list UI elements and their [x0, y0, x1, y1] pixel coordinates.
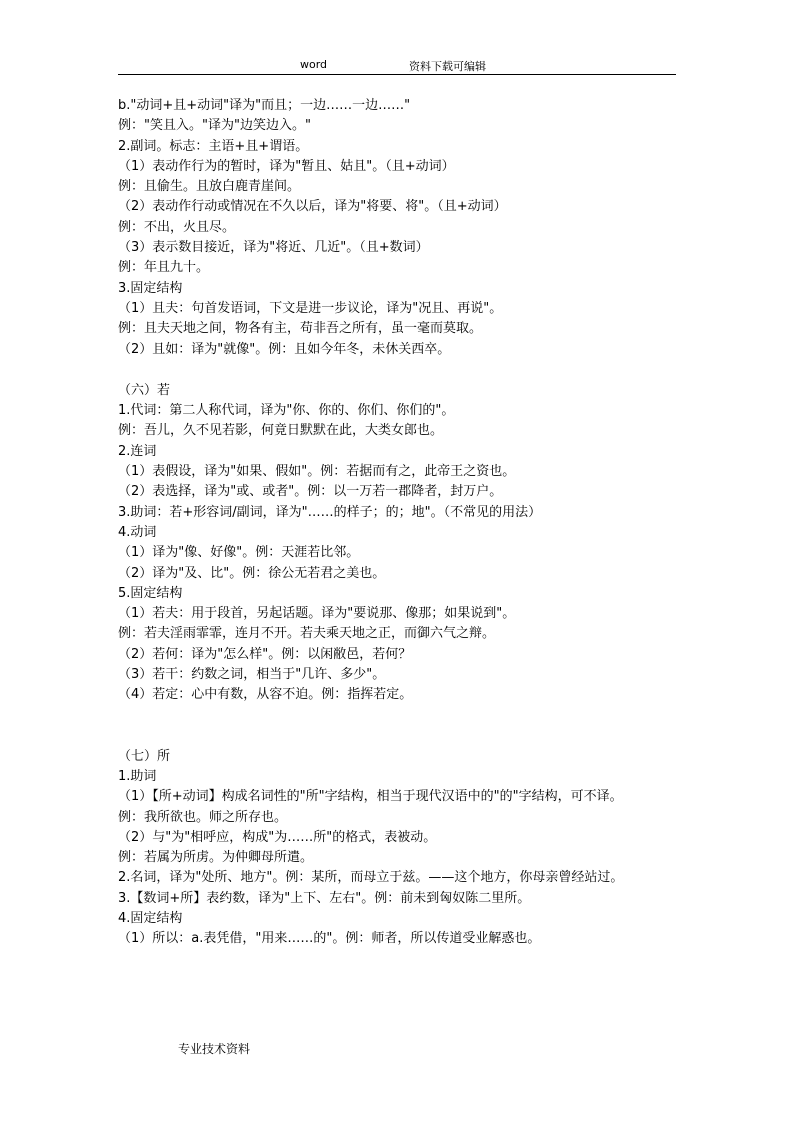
- text-line: （1）且夫：句首发语词，下文是进一步议论，译为"况且、再说"。: [118, 300, 503, 316]
- text-line: 3.【数词+所】表约数，译为"上下、左右"。例：前未到匈奴陈二里所。: [118, 890, 531, 906]
- text-line: （2）且如：译为"就像"。例：且如今年冬，未休关西卒。: [118, 341, 451, 357]
- text-line: 例：我所欲也。师之所存也。: [118, 809, 288, 825]
- text-line: （1）表假设，译为"如果、假如"。例：若据而有之，此帝王之资也。: [118, 464, 516, 480]
- header-left-text: word: [300, 58, 328, 71]
- page-header: [118, 56, 676, 75]
- text-line: （1）【所+动词】构成名词性的"所"字结构，相当于现代汉语中的"的"字结构，可不译。: [118, 789, 623, 805]
- text-line: （2）表动作行动或情况在不久以后，译为"将要、将"。（且+动词）: [118, 199, 507, 215]
- text-line: （2）与"为"相呼应，构成"为……所"的格式，表被动。: [118, 829, 437, 845]
- text-line: 2.连词: [118, 443, 157, 459]
- text-line: 例：吾儿，久不见若影，何竟日默默在此，大类女郎也。: [118, 423, 444, 439]
- section-heading: （六）若: [118, 382, 171, 398]
- header-right-text: 资料下载可编辑: [409, 60, 486, 73]
- text-line: （1）译为"像、好像"。例：天涯若比邻。: [118, 545, 360, 561]
- text-line: （3）若干：约数之词，相当于"几许、多少"。: [118, 667, 386, 683]
- text-line: （1）所以：a.表凭借，"用来……的"。例：师者，所以传道受业解惑也。: [118, 931, 541, 947]
- text-line: 2.副词。标志：主语+且+谓语。: [118, 138, 309, 154]
- text-line: （3）表示数目接近，译为"将近、几近"。（且+数词）: [118, 240, 429, 256]
- text-line: 例：且夫天地之间，物各有主，苟非吾之所有，虽一毫而莫取。: [118, 321, 483, 337]
- text-line: b."动词+且+动词"译为"而且；一边……一边……": [118, 98, 411, 113]
- text-line: （2）译为"及、比"。例：徐公无若君之美也。: [118, 565, 386, 581]
- text-line: 例：若属为所虏。为仲卿母所遣。: [118, 850, 314, 866]
- page-footer: 专业技术资料: [178, 1042, 251, 1056]
- text-line: （1）表动作行为的暂时，译为"暂且、姑且"。（且+动词）: [118, 158, 455, 174]
- paragraph-spacer: [118, 706, 688, 747]
- text-line: （1）若夫：用于段首，另起话题。译为"要说那、像那；如果说到"。: [118, 606, 516, 622]
- text-line: 4.动词: [118, 524, 157, 540]
- text-line: 2.名词，译为"处所、地方"。例：某所，而母立于兹。——这个地方，你母亲曾经站过。: [118, 870, 624, 886]
- text-line: 例：且偷生。且放白鹿青崖间。: [118, 179, 301, 195]
- section-heading: （七）所: [118, 748, 171, 764]
- text-line: 例：不出，火且尽。: [118, 219, 236, 235]
- document-body: [118, 96, 688, 950]
- text-line: 5.固定结构: [118, 585, 183, 601]
- text-line: 例："笑且入。"译为"边笑边入。": [118, 118, 311, 134]
- text-line: 例：若夫淫雨霏霏，连月不开。若夫乘天地之正，而御六气之辩。: [118, 626, 496, 642]
- paragraph-spacer: [118, 360, 688, 381]
- text-line: 例：年且九十。: [118, 260, 210, 276]
- text-line: 4.固定结构: [118, 910, 183, 926]
- text-line: （2）表选择，译为"或、或者"。例：以一万若一郡降者，封万户。: [118, 484, 503, 500]
- text-line: 3.固定结构: [118, 280, 183, 296]
- text-line: 1.代词：第二人称代词，译为"你、你的、你们、你们的"。: [118, 403, 455, 419]
- text-line: （2）若何：译为"怎么样"。例：以闲敝邑，若何？: [118, 646, 412, 662]
- text-line: （4）若定：心中有数，从容不迫。例：指挥若定。: [118, 687, 413, 703]
- text-line: 1.助词: [118, 768, 157, 784]
- text-line: 3.助词：若+形容词/副词，译为"……的样子；的；地"。（不常见的用法）: [118, 504, 542, 520]
